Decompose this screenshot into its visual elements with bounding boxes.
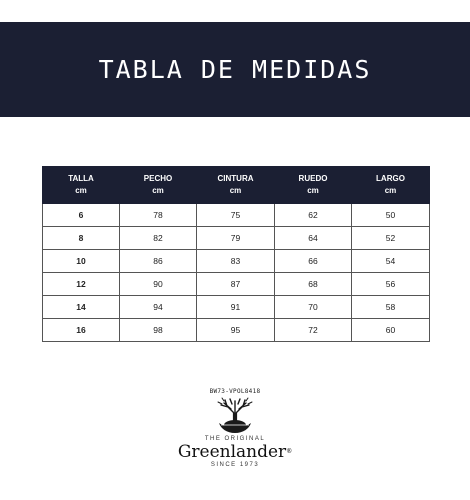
cell-ruedo: 70	[275, 296, 352, 319]
brand-name: Greenlander®	[177, 442, 293, 462]
cell-talla: 12	[43, 273, 120, 296]
cell-pecho: 90	[120, 273, 197, 296]
cell-cintura: 79	[197, 227, 275, 250]
cell-cintura: 91	[197, 296, 275, 319]
table-row	[43, 227, 430, 250]
header-cintura: CINTURA cm	[197, 167, 275, 204]
cell-largo: 58	[352, 296, 430, 319]
cell-talla: 6	[43, 204, 120, 227]
product-code: BW73-VPOL8418	[209, 388, 261, 395]
cell-pecho: 86	[120, 250, 197, 273]
cell-cintura: 83	[197, 250, 275, 273]
table-row	[43, 250, 430, 273]
brand-tagline-top: THE ORIGINAL	[204, 436, 266, 442]
header-largo: LARGO cm	[352, 167, 430, 204]
cell-talla: 14	[43, 296, 120, 319]
table-row	[43, 273, 430, 296]
cell-ruedo: 64	[275, 227, 352, 250]
table-row	[43, 296, 430, 319]
brand-footer	[0, 388, 470, 468]
cell-pecho: 78	[120, 204, 197, 227]
cell-cintura: 95	[197, 319, 275, 342]
header-pecho: PECHO cm	[120, 167, 197, 204]
cell-ruedo: 68	[275, 273, 352, 296]
header-talla: TALLA cm	[43, 167, 120, 204]
cell-largo: 60	[352, 319, 430, 342]
title-banner	[0, 22, 470, 117]
cell-pecho: 98	[120, 319, 197, 342]
cell-pecho: 82	[120, 227, 197, 250]
cell-talla: 8	[43, 227, 120, 250]
registered-mark: ®	[286, 448, 293, 455]
page-title: TABLA DE MEDIDAS	[98, 55, 372, 84]
cell-largo: 56	[352, 273, 430, 296]
size-chart-table	[42, 166, 430, 342]
cell-talla: 16	[43, 319, 120, 342]
cell-cintura: 87	[197, 273, 275, 296]
cell-largo: 54	[352, 250, 430, 273]
cell-ruedo: 72	[275, 319, 352, 342]
cell-largo: 52	[352, 227, 430, 250]
cell-largo: 50	[352, 204, 430, 227]
brand-tagline-bottom: SINCE 1973	[210, 462, 260, 468]
header-ruedo: RUEDO cm	[275, 167, 352, 204]
cell-talla: 10	[43, 250, 120, 273]
cell-ruedo: 62	[275, 204, 352, 227]
tree-icon	[213, 397, 257, 435]
cell-cintura: 75	[197, 204, 275, 227]
table-header-row	[43, 167, 430, 204]
table-row	[43, 204, 430, 227]
table-row	[43, 319, 430, 342]
cell-ruedo: 66	[275, 250, 352, 273]
cell-pecho: 94	[120, 296, 197, 319]
